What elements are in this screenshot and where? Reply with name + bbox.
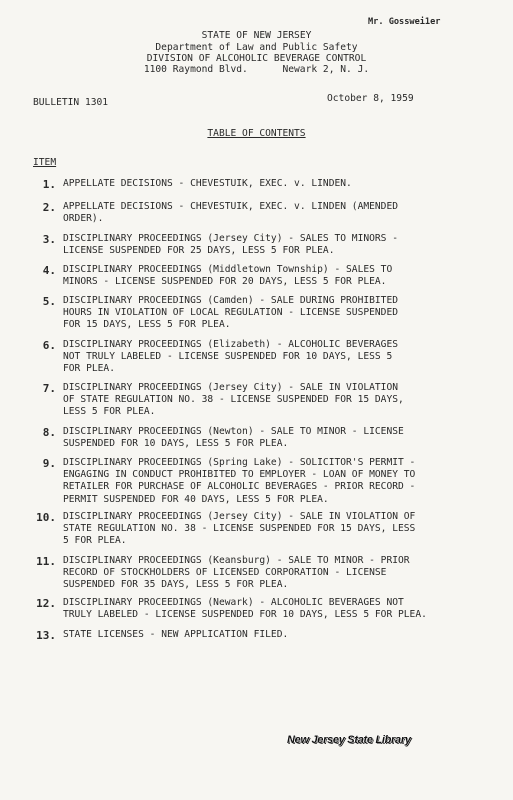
item-number: 4.	[42, 264, 56, 277]
header-department: Department of Law and Public Safety	[155, 42, 358, 53]
header-division: DIVISION OF ALCOHOLIC BEVERAGE CONTROL	[146, 53, 367, 64]
item-text: DISCIPLINARY PROCEEDINGS (Jersey City) - SALES TO MINORS - LICENSE SUSPENDED FOR 25 DAYS, LESS 5 FOR PLEA.	[63, 233, 399, 257]
bulletin-number: BULLETIN 1301	[33, 97, 109, 108]
item-number: 7.	[42, 382, 56, 395]
item-text: DISCIPLINARY PROCEEDINGS (Jersey City) - SALE IN VIOLATION OF STATE REGULATION NO. 38 - LICENSE SUSPENDED FOR 15 DAYS, LESS 5 FOR PLEA.	[63, 382, 404, 418]
item-number: 1.	[42, 178, 56, 191]
item-text: APPELLATE DECISIONS - CHEVESTUIK, EXEC. v. LINDEN.	[63, 178, 352, 189]
item-text: DISCIPLINARY PROCEEDINGS (Jersey City) - SALE IN VIOLATION OF STATE REGULATION NO. 38 - LICENSE SUSPENDED FOR 15 DAYS, LESS 5 FOR PLEA.	[63, 511, 416, 547]
item-text: APPELLATE DECISIONS - CHEVESTUIK, EXEC. v. LINDEN (AMENDED ORDER).	[63, 201, 399, 225]
item-number: 2.	[42, 201, 56, 214]
item-number: 10.	[36, 511, 56, 524]
header-address: 1100 Raymond Blvd. Newark 2, N. J.	[143, 64, 370, 75]
item-text: DISCIPLINARY PROCEEDINGS (Keansburg) - SALE TO MINOR - PRIOR RECORD OF STOCKHOLDERS OF LICENSED CORPORATION - LICENSE SUSPENDED FOR 35 DAYS, LESS 5 FOR PLEA.	[63, 555, 410, 591]
item-number: 8.	[42, 426, 56, 439]
item-number: 13.	[36, 629, 56, 642]
library-stamp: New Jersey State Library	[287, 734, 411, 746]
item-text: DISCIPLINARY PROCEEDINGS (Middletown Township) - SALES TO MINORS - LICENSE SUSPENDED FOR 20 DAYS, LESS 5 FOR PLEA.	[63, 264, 393, 288]
item-text: DISCIPLINARY PROCEEDINGS (Newark) - ALCOHOLIC BEVERAGES NOT TRULY LABELED - LICENSE SUSPENDED FOR 10 DAYS, LESS 5 FOR PLEA.	[63, 597, 427, 621]
toc-title: TABLE OF CONTENTS	[207, 128, 306, 139]
item-text: DISCIPLINARY PROCEEDINGS (Newton) - SALE TO MINOR - LICENSE SUSPENDED FOR 10 DAYS, LESS 5 FOR PLEA.	[63, 426, 404, 450]
bulletin-date: October 8, 1959	[327, 93, 414, 104]
recipient-note: Mr. Gosswei1er	[368, 17, 441, 27]
item-number: 5.	[42, 295, 56, 308]
item-text: STATE LICENSES - NEW APPLICATION FILED.	[63, 629, 289, 640]
header-state: STATE OF NEW JERSEY	[201, 30, 312, 41]
item-text: DISCIPLINARY PROCEEDINGS (Camden) - SALE DURING PROHIBITED HOURS IN VIOLATION OF LOCAL REGULATION - LICENSE SUSPENDED FOR 15 DAYS, LESS 5 FOR PLEA.	[63, 295, 399, 331]
item-number: 3.	[42, 233, 56, 246]
item-number: 11.	[36, 555, 56, 568]
item-number: 9.	[42, 457, 56, 470]
item-number: 12.	[36, 597, 56, 610]
item-heading: ITEM	[33, 157, 57, 168]
item-text: DISCIPLINARY PROCEEDINGS (Elizabeth) - ALCOHOLIC BEVERAGES NOT TRULY LABELED - LICENSE SUSPENDED FOR 10 DAYS, LESS 5 FOR PLEA.	[63, 339, 399, 375]
item-number: 6.	[42, 339, 56, 352]
item-text: DISCIPLINARY PROCEEDINGS (Spring Lake) - SOLICITOR'S PERMIT - ENGAGING IN CONDUCT PROHIBITED TO EMPLOYER - LOAN OF MONEY TO RETAILER FOR PURCHASE OF ALCOHOLIC BEVERAGES - PRIOR RECORD - PERMIT SUSPENDED FOR 40 DAYS, LESS 5 FOR PLEA.	[63, 457, 416, 505]
